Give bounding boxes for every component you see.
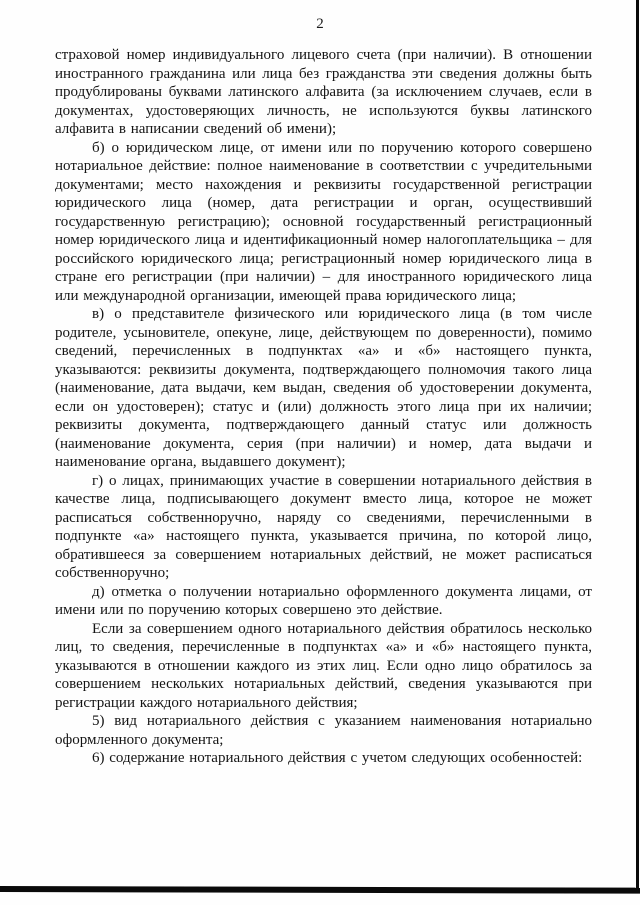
paragraph-item-g: г) о лицах, принимающих участие в совершении нотариального действия в качестве лица, подписывающего документ вместо лица, которое не может расписаться собственноручно, наряду со сведениями, перечисленными в подпункте «а» настоящего пункта, указывается причина, по которой лицо, обратившееся за совершением нотариальных действий, не может расписаться собственноручно;: [55, 472, 592, 581]
paragraph-item-5: 5) вид нотариального действия с указанием наименования нотариально оформленного документа;: [55, 713, 592, 748]
paragraph-item-b: б) о юридическом лице, от имени или по поручению которого совершено нотариальное действие: полное наименование в соответствии с учредительными документами; место нахождения и реквизиты государственной регистрации юридического лица (номер, дата регистрации и орган, осуществивший государственную регистрацию); основной государственный регистрационный номер юридического лица и идентификационный номер налогоплательщика – для российского юридического лица; регистрационный номер юридического лица в стране его регистрации (при наличии) – для иностранного юридического лица или международной организации, имеющей права юридического лица;: [55, 139, 592, 304]
scan-edge-bottom: [0, 886, 640, 894]
paragraph-item-6: 6) содержание нотариального действия с учетом следующих особенностей:: [92, 750, 583, 766]
paragraph-continuation: страховой номер индивидуального лицевого счета (при наличии). В отношении иностранного гражданина или лица без гражданства эти сведения должны быть продублированы буквами латинского алфавита (за исключением случаев, если в документах, удостоверяющих личность, не используются буквы латинского алфавита в написании сведений об имени);: [55, 47, 592, 137]
paragraph-multiple-persons: Если за совершением одного нотариального действия обратилось несколько лиц, то сведения, перечисленные в подпунктах «а» и «б» настоящего пункта, указываются в отношении каждого из этих лиц. Если одно лицо обратилось за совершением нескольких нотариальных действий, сведения указываются при регистрации каждого нотариального действия;: [55, 620, 592, 711]
scan-edge-right: [636, 0, 639, 892]
paragraph-item-v: в) о представителе физического или юридического лица (в том числе родителе, усыновителе, опекуне, лице, действующем по доверенности), помимо сведений, перечисленных в подпунктах «а» и «б» настоящего пункта, указываются: реквизиты документа, подтверждающего полномочия такого лица (наименование, дата выдачи, кем выдан, сведения об удостоверении документа, если он удостоверен); статус и (или) должность этого лица при их наличии; реквизиты документа, подтверждающего данный статус или должность (наименование документа, серия (при наличии) и номер, дата выдачи и наименование органа, выдавшего документ);: [55, 306, 592, 470]
page-number: 2: [316, 16, 324, 32]
document-text-block: [55, 46, 592, 768]
paragraph-item-d: д) отметка о получении нотариально оформленного документа лицами, от имени или по поручению которых совершено это действие.: [55, 583, 592, 618]
